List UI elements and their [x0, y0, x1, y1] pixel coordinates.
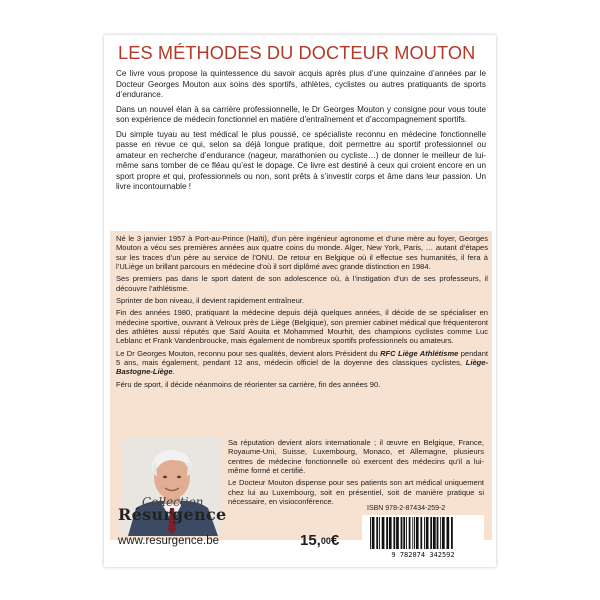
- author-bio-box: [110, 231, 492, 540]
- barcode-bar: [406, 517, 407, 549]
- intro-paragraph: Du simple tuyau au test médical le plus poussé, ce spécialiste reconnu en médecine fonctionnelle passe en revue ce qui, selon sa déjà longue pratique, doit permettre au sportif professionnel ou amateur en recherche d’endurance (nageur, marathonien ou cycliste…) de donner le meilleur de lui-même sans tomber de ce fléau qu’est le dopage. Ce livre est destiné à ceux qui croient encore en un sport propre et qui, professionnels ou non, sont prêts à s’investir corps et âme dans leur passion. Un livre incontournable !: [116, 129, 486, 192]
- barcode-bar: [416, 517, 419, 549]
- author-bio-upper: [116, 234, 488, 392]
- barcode-bar: [393, 517, 395, 549]
- bio-paragraph: Le Docteur Mouton dispense pour ses patients son art médical uniquement chez lui au Luxembourg, soit en présentiel, soit de manière pratique si nécessaire, en visioconférence.: [228, 478, 484, 507]
- isbn-label: ISBN 978-2-87434-259-2: [367, 505, 446, 512]
- barcode-bar: [426, 517, 429, 549]
- barcode-bar: [379, 517, 380, 549]
- barcode-digits: 9 782874 342592: [391, 551, 455, 559]
- logo-name-text: Résurgence: [118, 505, 227, 524]
- bio-paragraph: Ses premiers pas dans le sport datent de son adolescence où, à l’instigation d’un de ses professeurs, il découvre l’athlétisme.: [116, 274, 488, 293]
- bio-text-run: Le Dr Georges Mouton, reconnu pour ses qualités, devient alors Président du: [116, 348, 381, 358]
- logo-collection-text: Collection: [142, 495, 204, 509]
- barcode-bar: [372, 517, 375, 549]
- bio-paragraph: Féru de sport, il décide néanmoins de réorienter sa carrière, fin des années 90.: [116, 379, 381, 389]
- bio-paragraph: Fin des années 1980, pratiquant la médecine depuis déjà quelques années, il décide de se spécialiser en médecine sportive, ouvrant à Velroux près de Liège (Belgique), son premier cabinet médical que fréquenteront des athlètes aussi réputés que Saïd Aouita et Mohammed Mourhit, des champions cyclistes comme Luc Leblanc et Frank Vandenbroucke, mais également de nombreux sportifs professionnels ou amateurs.: [116, 308, 488, 346]
- bio-paragraph: [116, 349, 488, 377]
- bio-text-run: pendant 5 ans, mais également, pendant 12 ans, médecin officiel de la doyenne des classiques cyclistes,: [116, 348, 488, 368]
- barcode-bar: [433, 517, 436, 549]
- bio-paragraph: Né le 3 janvier 1957 à Port-au-Prince (Haïti), d’un père ingénieur agronome et d’une mère au foyer, Georges Mouton a vécu ses premières années aux quatre coins du monde. Alger, New York, Paris, … autant d’étapes sur les traces d’un père au service de l’ONU. De retour en Belgique où il effectue ses humanités, il fera à l’ULiège un brillant parcours en médecine d’où il sort diplômé avec grande distinction en 1984.: [116, 234, 488, 272]
- barcode-bar: [420, 517, 422, 549]
- barcode-bar: [414, 517, 415, 549]
- barcode-graphic: [362, 515, 484, 559]
- price-currency: €: [330, 532, 340, 549]
- barcode-bar: [430, 517, 432, 549]
- club-name: RFC Liège Athlétisme: [380, 348, 459, 358]
- barcode-bar: [412, 517, 413, 549]
- barcode-bar: [386, 517, 388, 549]
- book-back-cover: [104, 35, 496, 567]
- book-title: LES MÉTHODES DU DOCTEUR MOUTON: [118, 43, 476, 63]
- race-name: Liège-Bastogne-Liège: [116, 358, 488, 377]
- intro-paragraph: Dans un nouvel élan à sa carrière professionnelle, le Dr Georges Mouton y consigne pour vous toute son expérience de médecin fonctionnel en matière d’entraînement et d’accompagnement sportifs.: [116, 104, 486, 125]
- barcode-bar: [376, 517, 378, 549]
- bio-text-run: .: [172, 367, 175, 377]
- barcode-bar: [447, 517, 450, 549]
- barcode-bar: [440, 517, 441, 549]
- barcode-bar: [389, 517, 392, 549]
- author-bio-lower: [228, 438, 484, 509]
- publisher-url: www.resurgence.be: [118, 535, 219, 547]
- intro-paragraph: Ce livre vous propose la quintessence du savoir acquis après plus d’une quinzaine d’années par le Docteur Georges Mouton aux soins des sportifs, athlètes, cyclistes ou autres pratiquants de sports d’endurance.: [116, 69, 486, 100]
- price-cents: 00: [320, 536, 331, 546]
- barcode-bar: [401, 517, 403, 549]
- barcode-bar: [437, 517, 439, 549]
- barcode-bar: [382, 517, 385, 549]
- publisher-logo: [118, 495, 248, 531]
- barcode: [362, 515, 484, 559]
- bio-paragraph: Sprinter de bon niveau, il devient rapidement entraîneur.: [116, 296, 304, 306]
- bio-paragraph: Sa réputation devient alors internationale ; il œuvre en Belgique, France, Royaume-Uni, Suisse, Luxembourg, Monaco, et Allemagne, plusieurs centres de médecine fonctionnelle où exercent des médecins qu’il a lui-même formé et certifié.: [228, 438, 484, 476]
- barcode-bar: [396, 517, 399, 549]
- price-main: 15,: [300, 532, 321, 549]
- barcode-bar: [403, 517, 405, 549]
- price: [300, 532, 339, 549]
- barcode-bar: [409, 517, 411, 549]
- intro-text: [116, 69, 486, 197]
- barcode-bar: [451, 517, 453, 549]
- barcode-bar: [424, 517, 425, 549]
- barcode-bar: [370, 517, 371, 549]
- barcode-bar: [442, 517, 445, 549]
